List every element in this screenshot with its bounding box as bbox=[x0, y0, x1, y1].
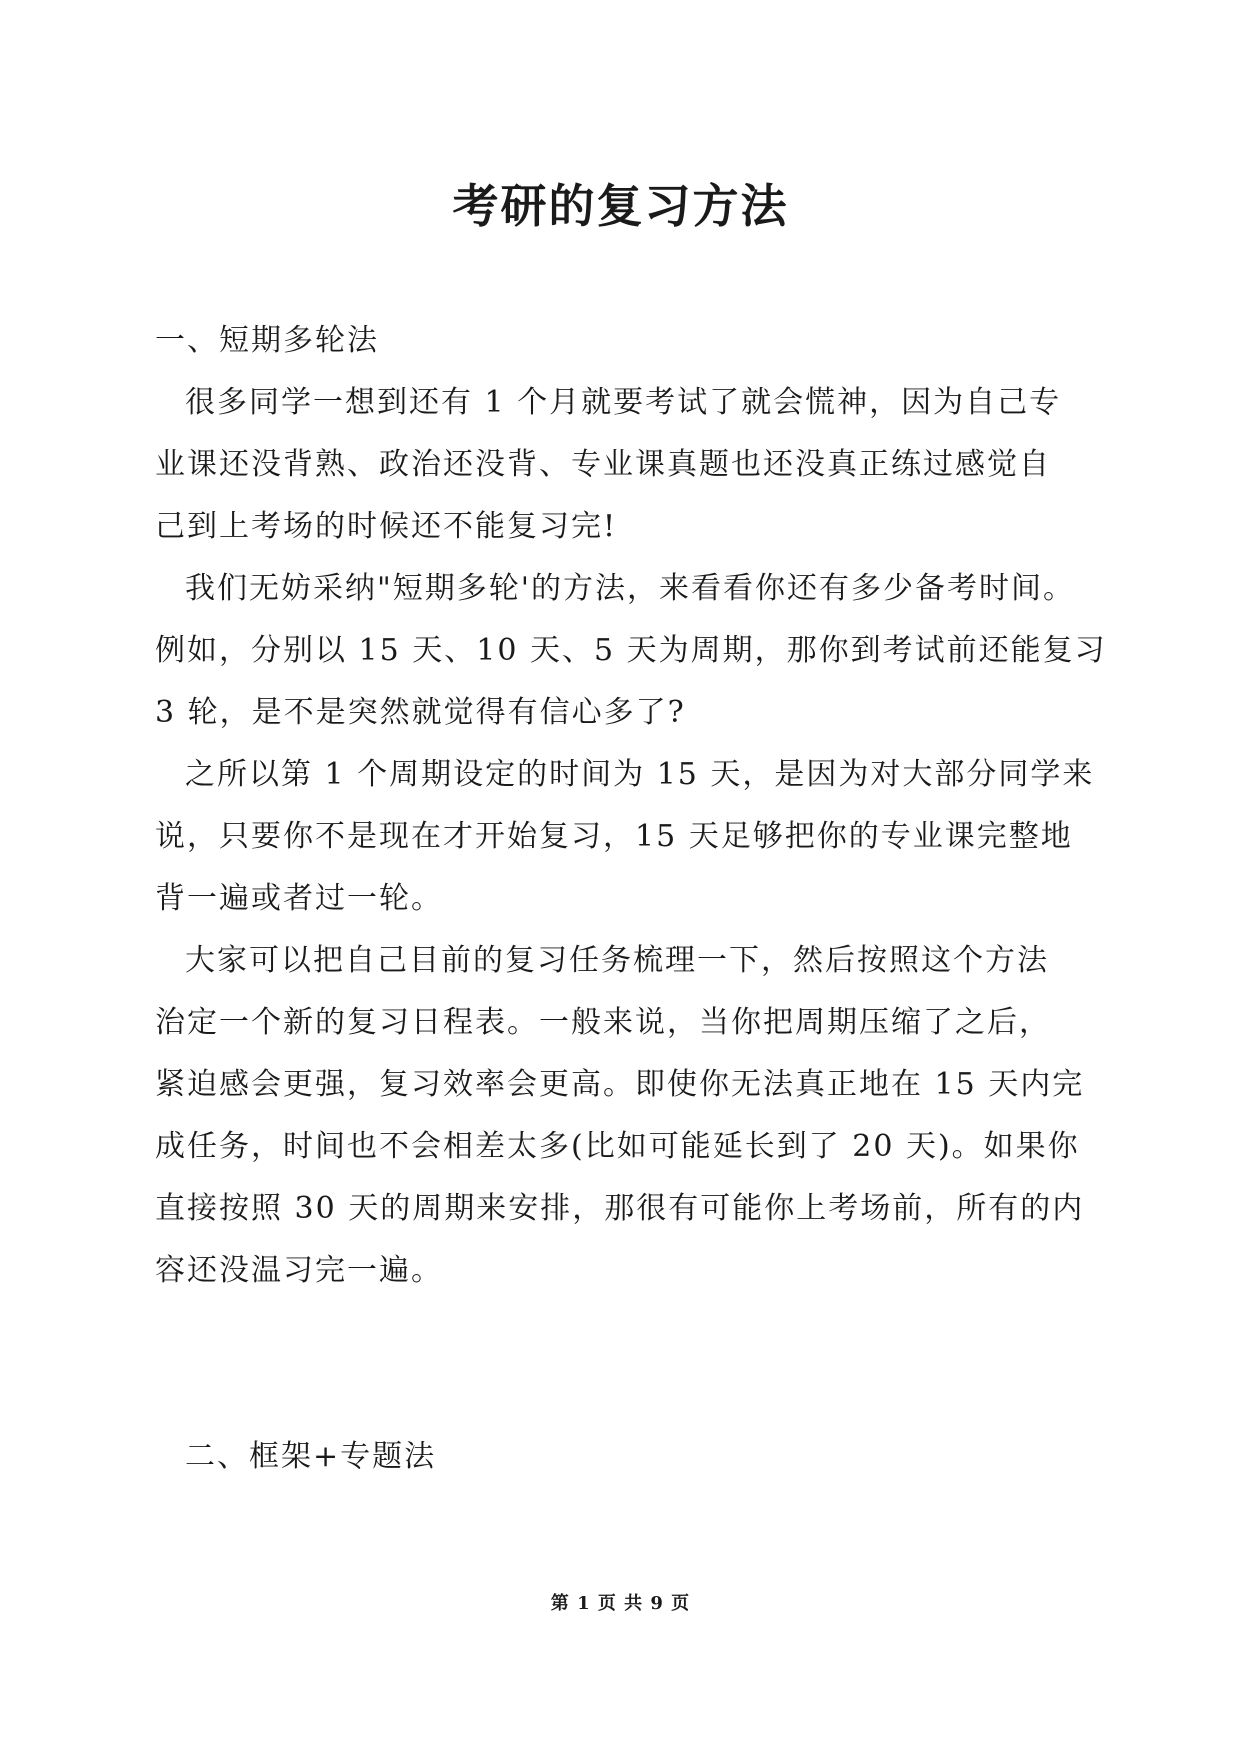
text-line: 我们无妨采纳"短期多轮'的方法，来看看你还有多少备考时间。 bbox=[185, 571, 1076, 606]
paragraph bbox=[155, 372, 1090, 558]
document-body bbox=[155, 310, 1107, 1488]
paragraph bbox=[155, 744, 1095, 930]
section-heading: 一、短期多轮法 bbox=[155, 323, 379, 358]
text-line: 大家可以把自己目前的复习任务梳理一下，然后按照这个方法 bbox=[185, 943, 1049, 978]
text-line: 直接按照 30 天的周期来安排，那很有可能你上考场前，所有的内 bbox=[155, 1191, 1085, 1226]
text-line: 成任务，时间也不会相差太多(比如可能延长到了 20 天)。如果你 bbox=[155, 1129, 1080, 1164]
text-line: 紧迫感会更强，复习效率会更高。即使你无法真正地在 15 天内完 bbox=[155, 1067, 1085, 1102]
paragraph bbox=[155, 930, 1090, 1302]
page-footer: 第 1 页 共 9 页 bbox=[550, 1593, 691, 1614]
text-line: 己到上考场的时候还不能复习完! bbox=[155, 509, 618, 544]
text-line: 背一遍或者过一轮。 bbox=[155, 881, 443, 916]
section-heading: 二、框架+专题法 bbox=[185, 1439, 437, 1474]
text-line: 之所以第 1 个周期设定的时间为 15 天，是因为对大部分同学来 bbox=[185, 757, 1095, 792]
text-line: 例如，分别以 15 天、10 天、5 天为周期，那你到考试前还能复习 bbox=[155, 633, 1107, 668]
text-line: 容还没温习完一遍。 bbox=[155, 1253, 443, 1288]
paragraph bbox=[155, 558, 1107, 744]
text-line: 业课还没背熟、政治还没背、专业课真题也还没真正练过感觉自 bbox=[155, 447, 1051, 482]
text-line: 说，只要你不是现在才开始复习，15 天足够把你的专业课完整地 bbox=[155, 819, 1073, 854]
text-line: 3 轮，是不是突然就觉得有信心多了? bbox=[155, 695, 686, 730]
text-line: 很多同学一想到还有 1 个月就要考试了就会慌神，因为自己专 bbox=[185, 385, 1062, 420]
page-title: 考研的复习方法 bbox=[452, 179, 789, 233]
text-line: 治定一个新的复习日程表。一般来说，当你把周期压缩了之后， bbox=[155, 1005, 1051, 1040]
